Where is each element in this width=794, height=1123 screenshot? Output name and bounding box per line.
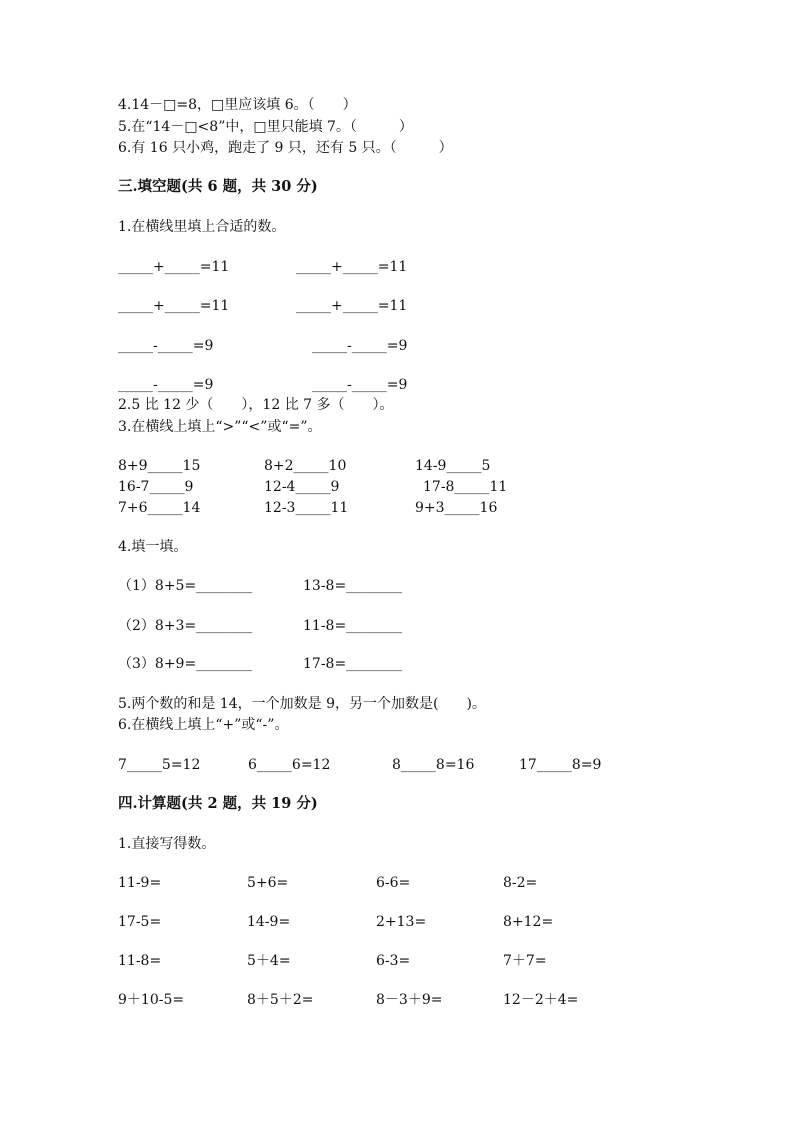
q3-3-r1-c2: 8+2_____10 [264,458,347,474]
judge-item-4: 4.14－□=8，□里应该填 6。（ ） [118,97,357,113]
q4-1-r4-c3: 8－3＋9= [376,992,443,1008]
q3-1-r2-c1: _____+_____=11 [118,298,230,314]
q4-1-r2-c1: 17-5= [118,914,162,930]
q4-1-r3-c4: 7＋7= [503,953,547,969]
q3-3-title: 3.在横线上填上“>”“<”或“=”。 [118,419,322,435]
q3-4-r3-c1: （3）8+9=________ [118,656,253,672]
q3-2-text: 2.5 比 12 少（ ），12 比 7 多（ ）。 [118,397,394,413]
q4-1-r4-c4: 12－2＋4= [503,992,579,1008]
q3-1-r1-c1: _____+_____=11 [118,259,230,275]
q4-1-r1-c4: 8-2= [503,875,538,891]
q3-3-r1-c1: 8+9_____15 [118,458,201,474]
section-4-title: 四.计算题(共 2 题，共 19 分) [118,795,318,812]
q3-3-r2-c2: 12-4_____9 [264,479,340,495]
q4-1-r1-c2: 5+6= [247,875,289,891]
q3-1-title: 1.在横线里填上合适的数。 [118,219,286,235]
q3-4-title: 4.填一填。 [118,539,188,555]
q4-1-title: 1.直接写得数。 [118,836,216,852]
q4-1-r2-c2: 14-9= [247,914,291,930]
q4-1-r1-c3: 6-6= [376,875,411,891]
q3-3-r3-c3: 9+3_____16 [415,500,498,516]
q3-6-item-1: 7_____5=12 [118,757,201,773]
section-3-title: 三.填空题(共 6 题，共 30 分) [118,178,318,195]
q4-1-r3-c3: 6-3= [376,953,411,969]
q3-3-r2-c3: 17-8_____11 [423,479,508,495]
q3-4-r1-c1: （1）8+5=________ [118,578,253,594]
q3-1-r3-c2: _____-_____=9 [312,338,408,354]
q3-3-r1-c3: 14-9_____5 [415,458,491,474]
q3-5-text: 5.两个数的和是 14，一个加数是 9，另一个加数是( )。 [118,696,486,712]
q3-1-r3-c1: _____-_____=9 [118,338,214,354]
q3-4-r2-c2: 11-8=________ [303,618,403,634]
q3-1-r4-c1: _____-_____=9 [118,377,214,393]
q4-1-r4-c1: 9＋10-5= [118,992,185,1008]
judge-item-5: 5.在“14－□<8”中，□里只能填 7。（ ） [118,119,413,135]
q4-1-r2-c3: 2+13= [376,914,427,930]
q3-6-item-4: 17_____8=9 [519,757,602,773]
q4-1-r3-c1: 11-8= [118,953,162,969]
q4-1-r2-c4: 8+12= [503,914,554,930]
q3-1-r2-c2: _____+_____=11 [296,298,408,314]
q4-1-r1-c1: 11-9= [118,875,162,891]
q3-4-r1-c2: 13-8=________ [303,578,403,594]
q3-1-r1-c2: _____+_____=11 [296,259,408,275]
q3-3-r3-c2: 12-3_____11 [264,500,349,516]
q4-1-r3-c2: 5＋4= [247,953,291,969]
q3-1-r4-c2: _____-_____=9 [312,377,408,393]
q3-6-item-3: 8_____8=16 [392,757,475,773]
q3-6-item-2: 6_____6=12 [248,757,331,773]
judge-item-6: 6.有 16 只小鸡，跑走了 9 只，还有 5 只。（ ） [118,140,453,156]
q3-4-r3-c2: 17-8=________ [303,656,403,672]
q3-3-r2-c1: 16-7_____9 [118,479,194,495]
q3-6-title: 6.在横线上填上“+”或“-”。 [118,717,289,733]
q3-4-r2-c1: （2）8+3=________ [118,618,253,634]
q3-3-r3-c1: 7+6_____14 [118,500,201,516]
q4-1-r4-c2: 8＋5＋2= [247,992,314,1008]
